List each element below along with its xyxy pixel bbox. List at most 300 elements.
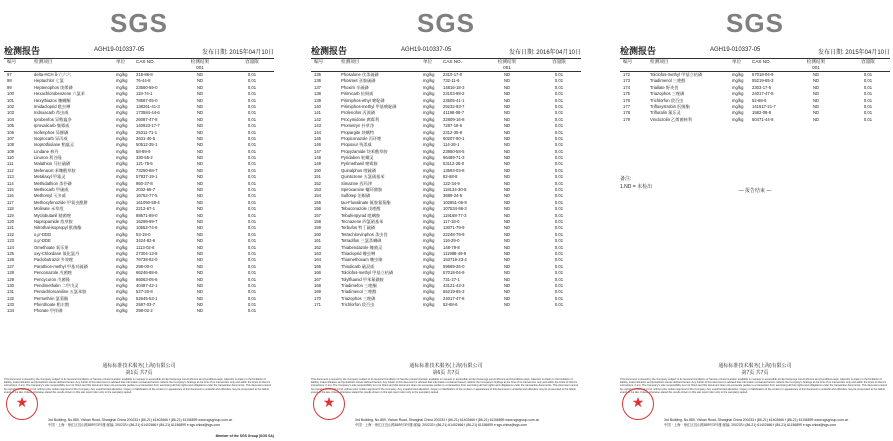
address-block [48, 418, 268, 428]
row-no: 167 [314, 276, 321, 282]
row-item: Penconazole 戊菌唑 [34, 270, 72, 276]
row-no: 163 [314, 250, 321, 256]
row-item: Phosmet 亚胺硫磷 [341, 78, 376, 84]
row-unit: mg/kg [423, 103, 435, 109]
row-item: Napropamide 敌草胺 [34, 218, 73, 224]
row-no: 103 [7, 110, 14, 116]
row-unit: mg/kg [423, 155, 435, 161]
row-item: Procymidone 腐霉利 [341, 116, 380, 122]
row-limit: 0.01 [554, 295, 564, 301]
row-unit: mg/kg [116, 148, 128, 154]
row-limit: 0.01 [247, 91, 257, 97]
row-limit: 0.01 [247, 116, 257, 122]
table-row [4, 308, 274, 314]
row-cas: 66246-88-6 [136, 270, 158, 276]
row-cas: 2303-17-5 [752, 84, 772, 90]
row-no: 140 [314, 103, 321, 109]
row-cas: 161050-58-4 [136, 199, 160, 205]
row-no: 101 [7, 97, 14, 103]
results-table [311, 58, 581, 308]
row-no: 105 [7, 123, 14, 129]
row-no: 128 [7, 270, 14, 276]
row-item: tau-Fluvalinate 氟胺氰菊酯 [341, 199, 391, 205]
row-item: Triadimenol 三唑醇 [650, 78, 686, 84]
row-result: ND [503, 72, 511, 77]
row-result: ND [196, 180, 204, 186]
address-block [355, 418, 575, 428]
issue-date: 发布日期: 2016年04月10日 [508, 50, 581, 56]
report-number: AGH19-010337-05 [710, 47, 761, 53]
row-unit: mg/kg [116, 155, 128, 161]
row-item: Phoxim 辛硫磷 [341, 84, 369, 90]
row-result: ND [812, 97, 820, 103]
row-result: ND [503, 155, 511, 161]
row-item: Iprobenfos 异稻瘟净 [34, 116, 72, 122]
row-limit: 0.01 [554, 97, 564, 103]
report-title: 检测报告 [4, 46, 41, 56]
row-cas: 1113-02-6 [136, 244, 155, 250]
row-result: ND [503, 135, 511, 141]
row-cas: 141517-21-7 [752, 103, 776, 109]
row-no: 131 [7, 289, 14, 295]
row-item: Propyzamide 炔苯酰草胺 [341, 148, 388, 154]
row-item: delta-HCH δ-六六六 [34, 72, 71, 77]
row-item: Prometryn 扑草净 [341, 123, 375, 129]
row-unit: mg/kg [116, 187, 128, 193]
row-no: 118 [7, 206, 14, 212]
row-no: 153 [314, 187, 321, 193]
row-no: 121 [7, 225, 14, 231]
row-limit: 0.01 [554, 161, 564, 167]
row-result: ND [503, 174, 511, 180]
row-item: Triazophos 三唑磷 [650, 91, 685, 97]
row-item: Spiroxamine 螺环菌胺 [341, 187, 383, 193]
row-item: Phorate 甲拌磷 [34, 308, 63, 314]
row-limit: 0.01 [247, 161, 257, 167]
row-result: ND [196, 263, 204, 269]
row-unit: mg/kg [423, 276, 435, 282]
row-unit: mg/kg [423, 129, 435, 135]
row-item: Thiacloprid 噻虫啉 [341, 250, 376, 256]
row-unit: mg/kg [116, 244, 128, 250]
row-result: ND [196, 187, 204, 193]
row-limit: 0.01 [863, 116, 873, 122]
row-cas: 153719-23-4 [443, 257, 467, 263]
row-result: ND [196, 238, 204, 244]
row-result: ND [196, 97, 204, 103]
row-limit: 0.01 [247, 180, 257, 186]
row-limit: 0.01 [247, 199, 257, 205]
row-no: 173 [623, 78, 630, 84]
row-cas: 2597-03-7 [136, 302, 156, 308]
row-result: ND [196, 129, 204, 135]
row-cas: 43121-43-3 [443, 282, 465, 288]
row-result: ND [196, 289, 204, 295]
row-cas: 26087-47-8 [136, 116, 158, 122]
row-result: ND [503, 187, 511, 193]
row-limit: 0.01 [247, 78, 257, 84]
row-item: Trifluralin 氟乐灵 [650, 110, 681, 116]
col-no: 编号 [7, 59, 17, 64]
row-unit: mg/kg [116, 289, 128, 295]
row-cas: 298-02-2 [136, 308, 153, 314]
row-cas: 16752-77-5 [136, 193, 158, 199]
row-no: 125 [7, 250, 14, 256]
row-cas: 52645-53-1 [136, 295, 158, 301]
row-item: Permethrin 氯菊酯 [34, 295, 69, 301]
row-item: Tecnazene 四氯硝基苯 [341, 218, 384, 224]
row-no: 151 [314, 174, 321, 180]
row-no: 98 [7, 78, 12, 84]
row-cas: 13593-03-8 [443, 167, 465, 173]
row-unit: mg/kg [423, 250, 435, 256]
row-no: 176 [623, 97, 630, 103]
row-result: ND [503, 129, 511, 135]
row-item: Nitrothal-isopropyl 酞菌酯 [34, 225, 82, 231]
row-result: ND [196, 91, 204, 97]
row-cas: 2310-17-0 [443, 72, 463, 77]
report-header [311, 44, 581, 58]
row-item: Omethoate 氧乐果 [34, 244, 69, 250]
row-unit: mg/kg [423, 142, 435, 148]
row-no: 144 [314, 129, 321, 135]
col-cas: CAS NO. [136, 59, 155, 64]
row-cas: 14816-18-3 [443, 84, 465, 90]
row-result: ND [503, 97, 511, 103]
row-no: 139 [314, 97, 321, 103]
row-item: Triadimenol 三唑醇 [341, 289, 377, 295]
row-unit: mg/kg [116, 302, 128, 308]
row-item: Propargite 炔螨特 [341, 129, 375, 135]
row-no: 159 [314, 225, 321, 231]
row-no: 102 [7, 103, 14, 109]
row-cas: 57018-04-9 [752, 72, 774, 77]
row-item: Triadimefon 三唑酮 [341, 282, 377, 288]
row-limit: 0.01 [554, 244, 564, 250]
row-result: ND [196, 135, 204, 141]
row-no: 145 [314, 135, 321, 141]
row-unit: mg/kg [423, 174, 435, 180]
row-cas: 527-20-8 [136, 289, 153, 295]
row-cas: 732-11-6 [443, 78, 460, 84]
row-item: Pyridaben 哒螨灵 [341, 155, 374, 161]
row-cas: 66063-05-6 [136, 276, 158, 282]
row-unit: mg/kg [116, 161, 128, 167]
address-cn: 中国 · 上海 · 徐汇区宜山路889号3号楼 邮编: 200233 t (86-21) 61402666 f (86-21) 61156899 e sgs.china@sgs.com [664, 423, 837, 427]
row-item: Metalaxyl 甲霜灵 [34, 174, 66, 180]
row-unit: mg/kg [116, 103, 128, 109]
row-unit: mg/kg [732, 91, 744, 97]
row-cas: 118-74-1 [136, 91, 153, 97]
row-unit: mg/kg [116, 110, 128, 116]
row-cas: 119168-77-3 [443, 212, 467, 218]
row-no: 109 [7, 148, 14, 154]
row-no: 161 [314, 238, 321, 244]
row-unit: mg/kg [116, 263, 128, 269]
row-limit: 0.01 [554, 180, 564, 186]
row-limit: 0.01 [247, 250, 257, 256]
row-item: Pirimicarb 抗蚜威 [341, 91, 374, 97]
row-unit: mg/kg [116, 282, 128, 288]
row-result: ND [196, 142, 204, 148]
row-no: 178 [623, 110, 630, 116]
row-no: 141 [314, 110, 321, 116]
row-cas: 7287-19-6 [443, 123, 463, 129]
row-unit: mg/kg [732, 78, 744, 84]
row-unit: mg/kg [116, 174, 128, 180]
row-cas: 13071-79-9 [443, 225, 465, 231]
row-result: ND [196, 270, 204, 276]
row-result: ND [503, 295, 511, 301]
row-no: 97 [7, 72, 12, 77]
row-cas: 10552-74-6 [136, 225, 158, 231]
company-seal [6, 388, 38, 420]
row-item: Tolclofos-methyl 甲基立枯磷 [650, 72, 703, 77]
row-no: 175 [623, 91, 630, 97]
row-limit: 0.01 [247, 72, 257, 77]
row-no: 116 [7, 193, 14, 199]
row-no: 150 [314, 167, 321, 173]
row-item: Thiodicarb 硫双威 [341, 263, 375, 269]
row-unit: mg/kg [116, 91, 128, 97]
company-name: 通标标准技术服务(上海)有限公司 [718, 363, 792, 369]
row-result: ND [196, 123, 204, 129]
col-result: 检测结果 001 [190, 59, 210, 70]
row-limit: 0.01 [247, 103, 257, 109]
row-item: Linuron 利谷隆 [34, 155, 62, 161]
row-no: 170 [314, 295, 321, 301]
row-limit: 0.01 [554, 129, 564, 135]
row-limit: 0.01 [554, 218, 564, 224]
row-unit: mg/kg [732, 116, 744, 122]
row-item: Tolclofos-methyl 甲基立枯磷 [341, 270, 394, 276]
row-cas: 52-68-6 [752, 97, 767, 103]
row-item: Isoprothiolane 稻瘟灵 [34, 142, 75, 148]
row-item: Trichlorfon 敌百虫 [341, 302, 375, 308]
row-no: 123 [7, 238, 14, 244]
row-limit: 0.01 [247, 218, 257, 224]
row-no: 164 [314, 257, 321, 263]
row-item: Tetrachlorvinphos 杀虫畏 [341, 231, 388, 237]
row-unit: mg/kg [732, 84, 744, 90]
row-result: ND [812, 116, 820, 122]
row-item: Pentachloroaniline 五氯苯胺 [34, 289, 87, 295]
address-en: 3rd Building, No.889, Yishan Road, Shanghai China 200233 t (86-21) 61402666 f (86-21) 61156899 www.sgsgroup.com.cn [48, 418, 233, 422]
row-cas: 138261-41-3 [136, 103, 160, 109]
row-unit: mg/kg [116, 78, 128, 84]
terms-fineprint: This document is issued by the Company subject to its General Conditions of Service printed overleaf, available on request or accessible at http://www.sgs.com/en/Terms-and-Conditions.aspx. Attention is drawn to the limitation of liability, indemnification and jurisdiction issues defined therein. Any holder of this document is advised that information contained hereon reflects the Company's findings at the time of its intervention only and within the limits of Client's instructions, if any. The Company's sole responsibility is to its Client and this document does not exonerate parties to a transaction from exercising all their rights and obligations under the transaction documents. This document cannot be reproduced except in full, without prior written approval of the Company. Any unauthorized alteration, forgery or falsification of the content or appearance of this document is unlawful and offenders may be prosecuted to the fullest extent of the law. Unless otherwise stated the results shown in this test report refer only to the sample(s) tested. [620, 378, 888, 394]
row-cas: 76-44-8 [136, 78, 151, 84]
row-item: Pirimiphos-methyl 甲基嘧啶磷 [341, 103, 397, 109]
row-item: Hexythiazox 噻螨酮 [34, 97, 71, 103]
row-item: Phenthoate 稻丰散 [34, 302, 70, 308]
address-cn: 中国 · 上海 · 徐汇区宜山路889号3号楼 邮编: 200233 t (86-21) 61402666 f (86-21) 61156899 e sgs.china@sgs.com [48, 423, 221, 427]
row-unit: mg/kg [116, 295, 128, 301]
row-unit: mg/kg [423, 289, 435, 295]
row-cas: 22248-79-9 [443, 231, 465, 237]
row-no: 137 [314, 84, 321, 90]
row-cas: 117-18-0 [443, 218, 460, 224]
row-no: 172 [623, 72, 630, 77]
row-no: 100 [7, 91, 14, 97]
row-no: 133 [7, 302, 14, 308]
row-item: Tebufenpyrad 吡螨胺 [341, 212, 381, 218]
row-result: ND [196, 225, 204, 231]
row-no: 166 [314, 270, 321, 276]
table-row [620, 117, 890, 123]
row-unit: mg/kg [423, 295, 435, 301]
page-number: 第6页 共7页 [432, 370, 460, 376]
row-item: Propoxur 残杀威 [341, 142, 372, 148]
row-result: ND [196, 193, 204, 199]
row-item: Indoxacarb 茚虫威 [34, 110, 69, 116]
row-cas: 78587-05-0 [136, 97, 158, 103]
row-limit: 0.01 [247, 276, 257, 282]
row-no: 114 [7, 180, 14, 186]
row-limit: 0.01 [863, 91, 873, 97]
col-unit: 单位 [732, 59, 742, 64]
row-no: 124 [7, 244, 14, 250]
row-unit: mg/kg [423, 244, 435, 250]
row-result: ND [503, 289, 511, 295]
row-unit: mg/kg [423, 231, 435, 237]
row-result: ND [196, 231, 204, 237]
row-unit: mg/kg [116, 238, 128, 244]
row-unit: mg/kg [732, 72, 744, 77]
row-cas: 330-55-2 [136, 155, 153, 161]
row-cas: 29232-93-7 [443, 103, 465, 109]
row-no: 148 [314, 155, 321, 161]
row-unit: mg/kg [116, 199, 128, 205]
row-cas: 1582-09-8 [752, 110, 772, 116]
col-no: 编号 [623, 59, 633, 64]
row-result: ND [503, 78, 511, 84]
row-cas: 55219-65-3 [752, 78, 774, 84]
row-unit: mg/kg [423, 270, 435, 276]
terms-fineprint: This document is issued by the Company subject to its General Conditions of Service printed overleaf, available on request or accessible at http://www.sgs.com/en/Terms-and-Conditions.aspx. Attention is drawn to the limitation of liability, indemnification and jurisdiction issues defined therein. Any holder of this document is advised that information contained hereon reflects the Company's findings at the time of its intervention only and within the limits of Client's instructions, if any. The Company's sole responsibility is to its Client and this document does not exonerate parties to a transaction from exercising all their rights and obligations under the transaction documents. This document cannot be reproduced except in full, without prior written approval of the Company. Any unauthorized alteration, forgery or falsification of the content or appearance of this document is unlawful and offenders may be prosecuted to the fullest extent of the law. Unless otherwise stated the results shown in this test report refer only to the sample(s) tested. [4, 378, 272, 394]
row-no: 107 [7, 135, 14, 141]
row-unit: mg/kg [116, 142, 128, 148]
row-limit: 0.01 [554, 225, 564, 231]
row-result: ND [503, 142, 511, 148]
row-item: Trichlorfon 敌百虫 [650, 97, 684, 103]
row-cas: 24017-47-8 [752, 91, 774, 97]
row-item: Methomyl 灭多威 [34, 193, 66, 199]
row-no: 154 [314, 193, 321, 199]
row-cas: 55219-65-3 [443, 289, 465, 295]
row-limit: 0.01 [247, 270, 257, 276]
row-no: 142 [314, 116, 321, 122]
row-limit: 0.01 [247, 187, 257, 193]
col-item: 检测项目 [650, 59, 669, 64]
row-limit: 0.01 [554, 302, 564, 308]
row-result: ND [196, 295, 204, 301]
row-result: ND [196, 72, 204, 77]
notes-title: 备注: [620, 176, 632, 182]
row-limit: 0.01 [247, 289, 257, 295]
row-unit: mg/kg [116, 308, 128, 314]
row-limit: 0.01 [554, 167, 564, 173]
row-unit: mg/kg [423, 91, 435, 97]
row-limit: 0.01 [863, 110, 873, 116]
row-unit: mg/kg [423, 218, 435, 224]
col-cas: CAS NO. [752, 59, 771, 64]
row-limit: 0.01 [554, 84, 564, 90]
row-item: o,p'-DDD [34, 231, 52, 237]
row-limit: 0.01 [554, 123, 564, 129]
row-no: 157 [314, 212, 321, 218]
row-limit: 0.01 [554, 270, 564, 276]
row-result: ND [196, 155, 204, 161]
row-unit: mg/kg [116, 135, 128, 141]
end-of-report: — 报告结束 — [738, 188, 772, 194]
row-unit: mg/kg [423, 78, 435, 84]
row-result: ND [503, 270, 511, 276]
row-limit: 0.01 [554, 110, 564, 116]
row-limit: 0.01 [554, 148, 564, 154]
company-name: 通标标准技术服务(上海)有限公司 [409, 363, 483, 369]
row-result: ND [196, 276, 204, 282]
row-cas: 122-34-9 [443, 180, 460, 186]
row-limit: 0.01 [247, 231, 257, 237]
row-no: 112 [7, 167, 14, 173]
row-limit: 0.01 [554, 142, 564, 148]
row-no: 152 [314, 180, 321, 186]
row-limit: 0.01 [554, 282, 564, 288]
table-header [620, 58, 890, 72]
row-unit: mg/kg [116, 180, 128, 186]
row-unit: mg/kg [423, 72, 435, 77]
row-item: Methiocarb 甲硫威 [34, 187, 69, 193]
row-no: 111 [7, 161, 14, 167]
row-limit: 0.01 [554, 103, 564, 109]
row-cas: 41198-08-7 [443, 110, 465, 116]
row-result: ND [196, 103, 204, 109]
row-unit: mg/kg [423, 263, 435, 269]
row-item: Simazine 西玛津 [341, 180, 372, 186]
row-unit: mg/kg [423, 302, 435, 308]
row-no: 158 [314, 218, 321, 224]
row-cas: 57837-19-1 [136, 174, 158, 180]
row-unit: mg/kg [423, 212, 435, 218]
row-item: Thiamethoxam 噻虫嗪 [341, 257, 383, 263]
row-no: 165 [314, 263, 321, 269]
row-no: 160 [314, 231, 321, 237]
row-limit: 0.01 [247, 155, 257, 161]
row-result: ND [503, 103, 511, 109]
row-limit: 0.01 [247, 282, 257, 288]
row-no: 169 [314, 289, 321, 295]
row-result: ND [503, 231, 511, 237]
row-unit: mg/kg [116, 129, 128, 135]
row-item: Thiabendazole 噻菌灵 [341, 244, 383, 250]
row-limit: 0.01 [863, 97, 873, 103]
row-unit: mg/kg [423, 123, 435, 129]
row-no: 174 [623, 84, 630, 90]
row-limit: 0.01 [554, 72, 564, 77]
row-result: ND [503, 263, 511, 269]
row-unit: mg/kg [116, 270, 128, 276]
row-unit: mg/kg [423, 167, 435, 173]
row-unit: mg/kg [423, 225, 435, 231]
report-page-1 [4, 0, 274, 441]
row-item: Vinclozolin 乙烯菌核利 [650, 116, 693, 122]
row-unit: mg/kg [116, 276, 128, 282]
row-unit: mg/kg [423, 110, 435, 116]
row-cas: 59669-26-0 [443, 263, 465, 269]
row-result: ND [503, 238, 511, 244]
row-limit: 0.01 [247, 295, 257, 301]
